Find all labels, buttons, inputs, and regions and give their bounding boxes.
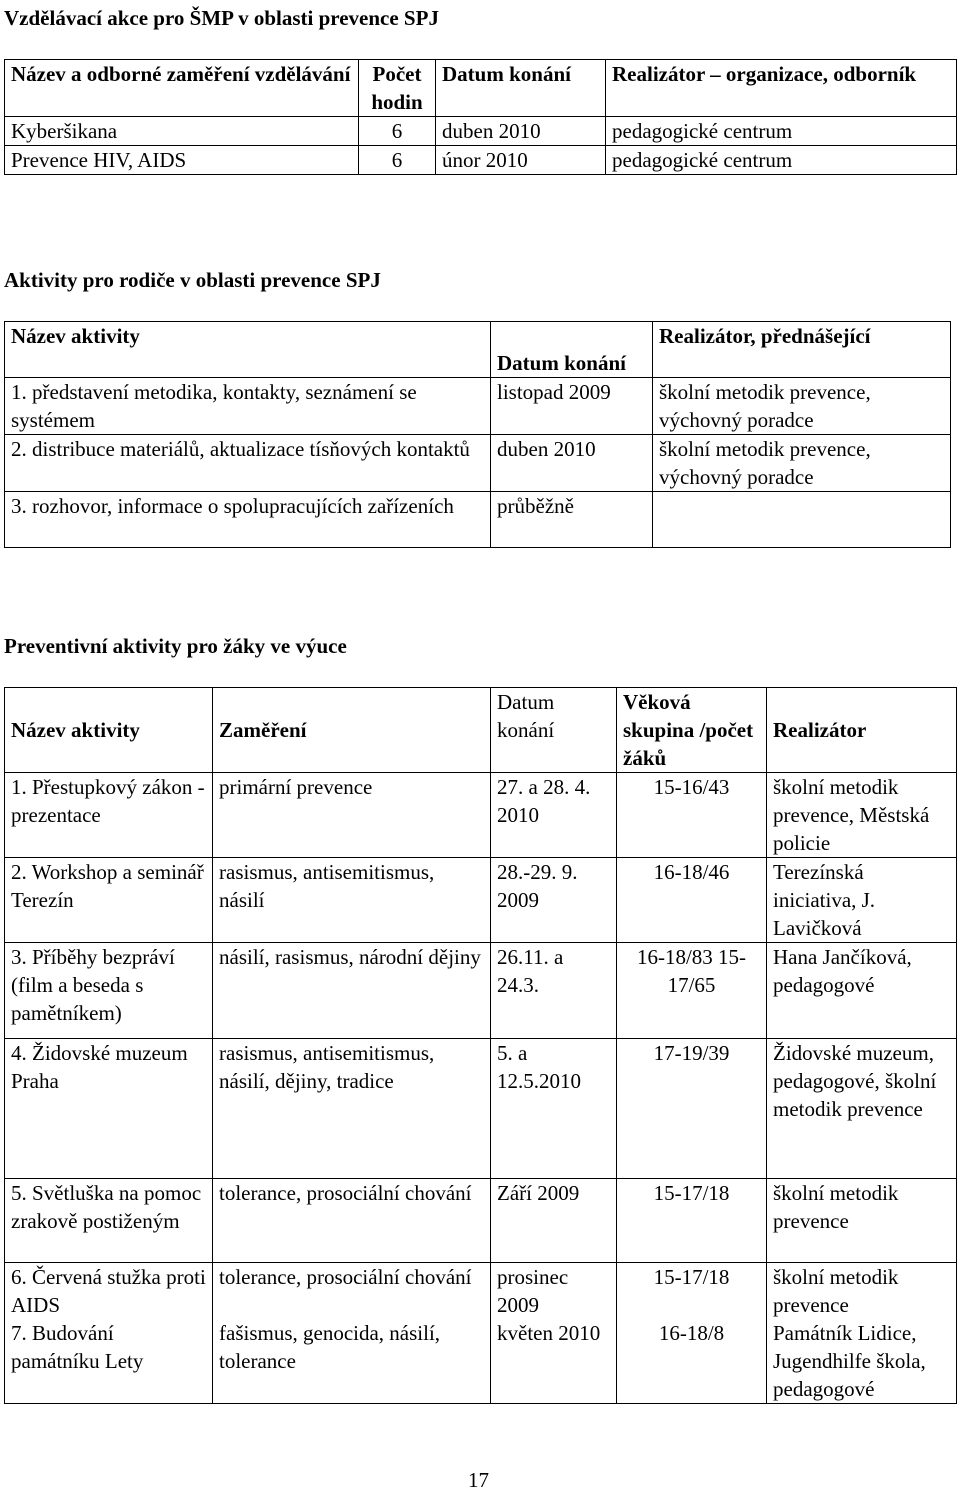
table-row [5, 858, 957, 943]
table-row [5, 492, 951, 548]
cell-date: květen 2010 [491, 1319, 617, 1404]
cell-date: 28.-29. 9. 2009 [491, 858, 617, 943]
header-organizer: Realizátor [767, 688, 957, 773]
cell-name: 6. Červená stužka proti AIDS [5, 1263, 213, 1320]
cell-lecturer: školní metodik prevence, výchovný poradce [653, 378, 951, 435]
header-lecturer: Realizátor, přednášející [653, 322, 951, 378]
cell-date: únor 2010 [436, 146, 606, 175]
cell-name: 2. Workshop a seminář Terezín [5, 858, 213, 943]
table-header-row [5, 322, 951, 378]
table-row [5, 1179, 957, 1263]
cell-focus: násilí, rasismus, národní dějiny [213, 943, 491, 1039]
cell-name: 2. distribuce materiálů, aktualizace tísňových kontaktů [5, 435, 491, 492]
cell-date: prosinec 2009 [491, 1263, 617, 1320]
cell-name: 3. rozhovor, informace o spolupracujících zařízeních [5, 492, 491, 548]
header-focus: Zaměření [213, 688, 491, 773]
table-header-row [5, 688, 957, 773]
cell-date: Září 2009 [491, 1179, 617, 1263]
table-row [5, 773, 957, 858]
cell-age: 15-16/43 [617, 773, 767, 858]
table-row [5, 378, 951, 435]
cell-name: 1. představení metodika, kontakty, seznámení se systémem [5, 378, 491, 435]
cell-focus: tolerance, prosociální chování [213, 1179, 491, 1263]
section2-title: Aktivity pro rodiče v oblasti prevence SPJ [4, 268, 381, 292]
cell-name: 4. Židovské muzeum Praha [5, 1039, 213, 1179]
header-name: Název aktivity [5, 688, 213, 773]
cell-name: Prevence HIV, AIDS [5, 146, 359, 175]
cell-date: 27. a 28. 4. 2010 [491, 773, 617, 858]
header-name: Název aktivity [5, 322, 491, 378]
cell-age: 16-18/46 [617, 858, 767, 943]
section1-title: Vzdělávací akce pro ŠMP v oblasti prevence SPJ [4, 6, 439, 30]
cell-focus: rasismus, antisemitismus, násilí, dějiny, tradice [213, 1039, 491, 1179]
cell-organizer: pedagogické centrum [606, 117, 957, 146]
table-row [5, 117, 957, 146]
cell-organizer: školní metodik prevence [767, 1263, 957, 1320]
cell-focus: primární prevence [213, 773, 491, 858]
cell-hours: 6 [359, 146, 436, 175]
cell-lecturer: školní metodik prevence, výchovný poradce [653, 435, 951, 492]
cell-organizer: školní metodik prevence [767, 1179, 957, 1263]
cell-organizer: Terezínská iniciativa, J. Lavičková [767, 858, 957, 943]
table-row [5, 943, 957, 1039]
cell-age: 16-18/83 15-17/65 [617, 943, 767, 1039]
header-hours: Počet hodin [359, 60, 436, 117]
cell-organizer: Židovské muzeum, pedagogové, školní metodik prevence [767, 1039, 957, 1179]
cell-organizer: pedagogické centrum [606, 146, 957, 175]
cell-date: 26.11. a 24.3. [491, 943, 617, 1039]
training-table [4, 59, 957, 175]
table-header-row [5, 60, 957, 117]
cell-date: listopad 2009 [491, 378, 653, 435]
page-number: 17 [468, 1468, 489, 1492]
cell-name: 7. Budování památníku Lety [5, 1319, 213, 1404]
table-row [5, 1039, 957, 1179]
cell-focus: tolerance, prosociální chování [213, 1263, 491, 1320]
header-organizer: Realizátor – organizace, odborník [606, 60, 957, 117]
table-row [5, 1263, 957, 1320]
cell-organizer: Památník Lidice, Jugendhilfe škola, pedagogové [767, 1319, 957, 1404]
table-row [5, 146, 957, 175]
cell-lecturer [653, 492, 951, 548]
cell-name: Kyberšikana [5, 117, 359, 146]
cell-hours: 6 [359, 117, 436, 146]
cell-organizer: Hana Jančíková, pedagogové [767, 943, 957, 1039]
header-age: Věková skupina /počet žáků [617, 688, 767, 773]
cell-focus: fašismus, genocida, násilí, tolerance [213, 1319, 491, 1404]
cell-date: 5. a 12.5.2010 [491, 1039, 617, 1179]
table-row [5, 1319, 957, 1404]
header-name: Název a odborné zaměření vzdělávání [5, 60, 359, 117]
cell-date: duben 2010 [436, 117, 606, 146]
cell-age: 15-17/18 [617, 1179, 767, 1263]
cell-name: 3. Příběhy bezpráví (film a beseda s pamětníkem) [5, 943, 213, 1039]
cell-organizer: školní metodik prevence, Městská policie [767, 773, 957, 858]
cell-age: 15-17/18 [617, 1263, 767, 1320]
cell-date: průběžně [491, 492, 653, 548]
header-date: Datum konání [436, 60, 606, 117]
cell-age: 17-19/39 [617, 1039, 767, 1179]
section3-title: Preventivní aktivity pro žáky ve výuce [4, 634, 347, 658]
cell-name: 5. Světluška na pomoc zrakově postiženým [5, 1179, 213, 1263]
table-row [5, 435, 951, 492]
students-table [4, 687, 957, 1404]
header-date: Datum konání [491, 688, 617, 773]
parents-table [4, 321, 951, 548]
cell-age: 16-18/8 [617, 1319, 767, 1404]
cell-name: 1. Přestupkový zákon - prezentace [5, 773, 213, 858]
cell-focus: rasismus, antisemitismus, násilí [213, 858, 491, 943]
cell-date: duben 2010 [491, 435, 653, 492]
header-date: Datum konání [491, 322, 653, 378]
